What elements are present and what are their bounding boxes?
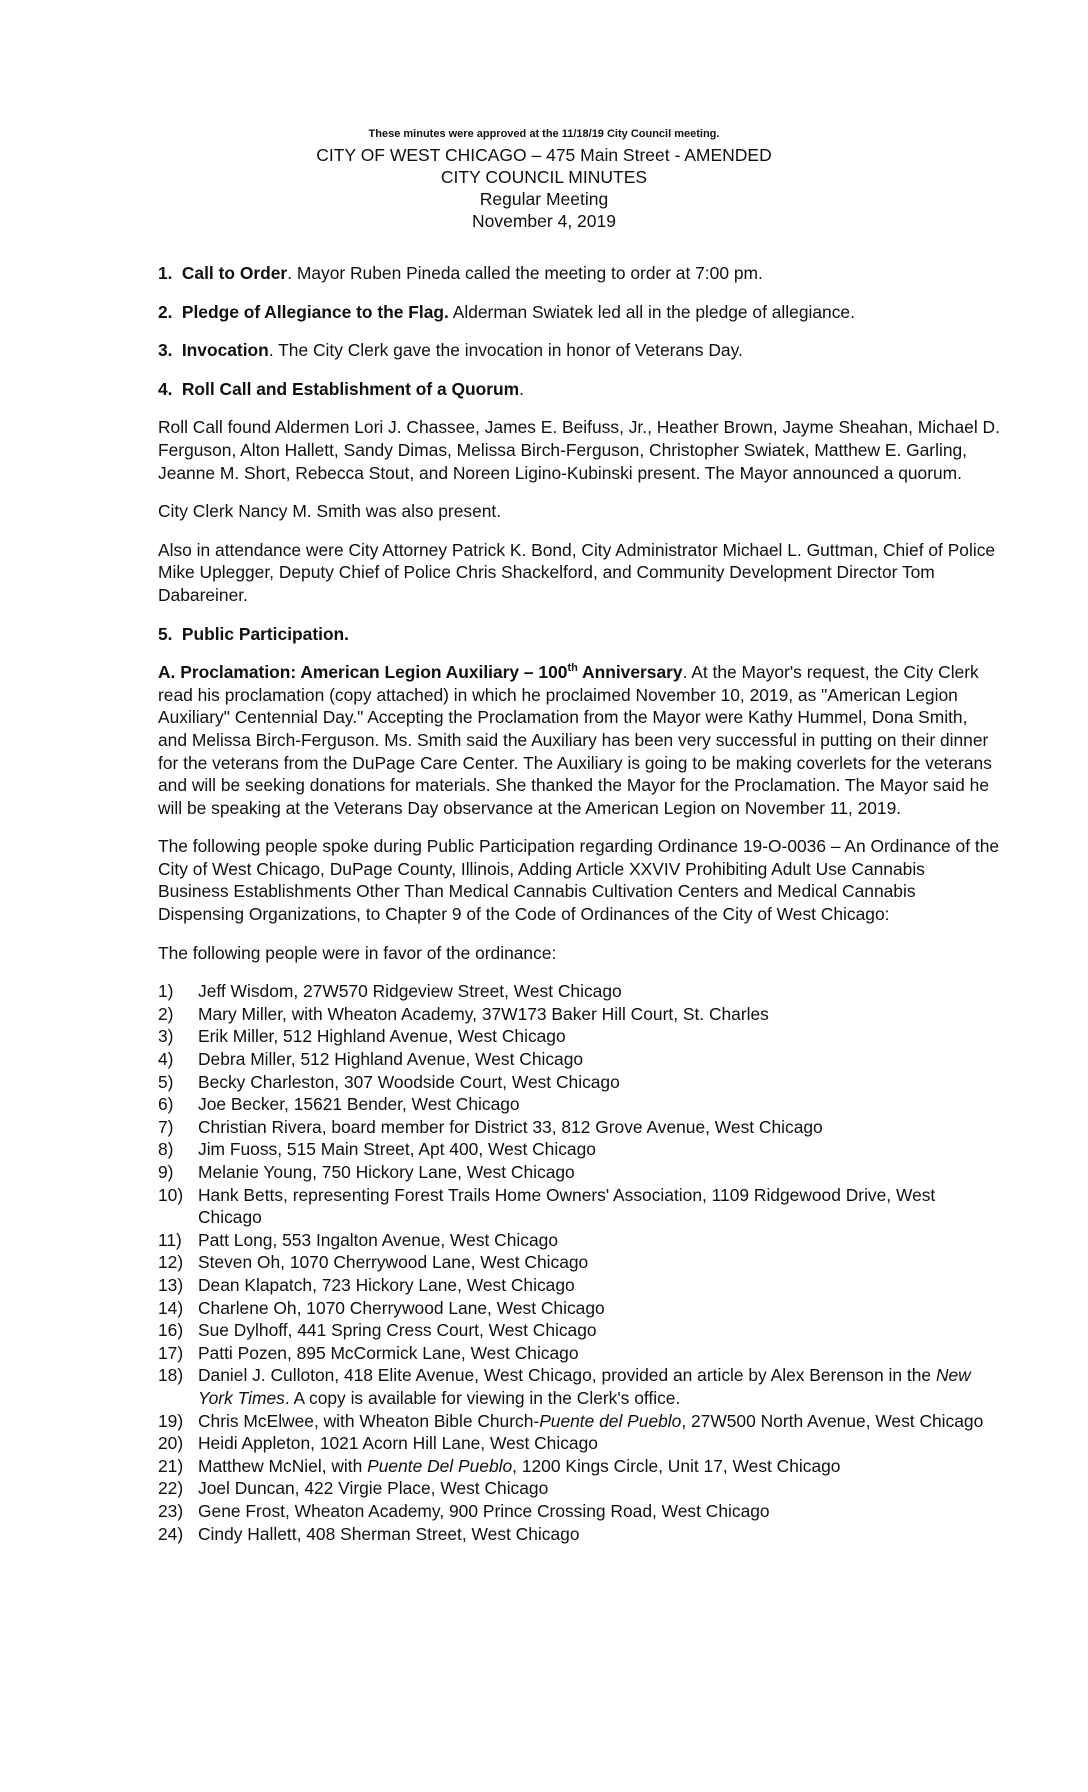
speaker-number: 21)	[158, 1455, 184, 1476]
speaker-list-item	[158, 1319, 1000, 1342]
speaker-list-item	[158, 1455, 1000, 1478]
speaker-text: Daniel J. Culloton, 418 Elite Avenue, West Chicago, provided an article by Alex Berenson in the New York Times. A copy is available for viewing in the Clerk's office.	[198, 1365, 971, 1408]
speaker-number: 1)	[158, 981, 174, 1002]
item-public-participation	[158, 623, 1000, 646]
speaker-text: Erik Miller, 512 Highland Avenue, West Chicago	[198, 1026, 566, 1047]
item-heading: Invocation	[181, 340, 269, 361]
speaker-list-item	[158, 1048, 1000, 1071]
speaker-text: Chris McElwee, with Wheaton Bible Church-Puente del Pueblo, 27W500 North Avenue, West Chicago	[198, 1410, 984, 1431]
speaker-text: Charlene Oh, 1070 Cherrywood Lane, West Chicago	[198, 1297, 605, 1318]
speaker-number: 3)	[158, 1026, 174, 1047]
speaker-number: 7)	[158, 1116, 174, 1137]
speaker-text: Matthew McNiel, with Puente Del Pueblo, 1200 Kings Circle, Unit 17, West Chicago	[198, 1455, 841, 1476]
speaker-list-item	[158, 980, 1000, 1003]
approval-note: These minutes were approved at the 11/18/19 City Council meeting.	[368, 128, 720, 140]
speaker-number: 17)	[158, 1342, 184, 1363]
speaker-text: Gene Frost, Wheaton Academy, 900 Prince Crossing Road, West Chicago	[198, 1500, 770, 1521]
item-number: 1.	[158, 263, 173, 283]
speaker-list-item	[158, 1364, 1000, 1409]
proclamation-heading-end: Anniversary	[577, 662, 683, 683]
italic-title: Puente Del Pueblo	[367, 1455, 513, 1476]
speaker-number: 4)	[158, 1049, 174, 1070]
speaker-number: 14)	[158, 1297, 184, 1318]
speaker-text: Dean Klapatch, 723 Hickory Lane, West Chicago	[198, 1274, 575, 1295]
ordinance-intro-paragraph: The following people spoke during Public Participation regarding Ordinance 19-O-0036 – An Ordinance of the City of West Chicago, DuPage County, Illinois, Adding Article XXVIV Prohibiting Adult Use Cannabis Business Establishments Other Than Medical Cannabis Cultivation Centers and Medical Cannabis Dispensing Organizations, to Chapter 9 of the Code of Ordinances of the City of West Chicago:	[158, 836, 1000, 925]
speaker-list-item	[158, 1410, 1000, 1433]
speaker-text: Joel Duncan, 422 Virgie Place, West Chicago	[198, 1478, 549, 1499]
item-heading: Pledge of Allegiance to the Flag.	[181, 301, 449, 322]
item-number: 4.	[158, 378, 173, 399]
speaker-text: Becky Charleston, 307 Woodside Court, West Chicago	[198, 1071, 620, 1092]
header-meeting-type: Regular Meeting	[479, 189, 609, 209]
proclamation-heading: A. Proclamation: American Legion Auxiliary – 100	[158, 662, 568, 683]
item-call-to-order	[158, 262, 1000, 285]
speaker-number: 8)	[158, 1139, 174, 1160]
attendance-paragraph: Also in attendance were City Attorney Patrick K. Bond, City Administrator Michael L. Guttman, Chief of Police Mike Uplegger, Deputy Chief of Police Chris Shackelford, and Community Development Director Tom Dabareiner.	[158, 539, 996, 605]
proclamation-paragraph	[158, 661, 1000, 819]
item-number: 3.	[158, 340, 173, 361]
speaker-text: Mary Miller, with Wheaton Academy, 37W173 Baker Hill Court, St. Charles	[198, 1003, 769, 1024]
header-date: November 4, 2019	[472, 211, 616, 231]
speaker-text: Heidi Appleton, 1021 Acorn Hill Lane, West Chicago	[198, 1433, 598, 1454]
speaker-text: Cindy Hallett, 408 Sherman Street, West Chicago	[198, 1523, 580, 1544]
speaker-number: 20)	[158, 1433, 184, 1454]
roll-call-paragraph: Roll Call found Aldermen Lori J. Chassee, James E. Beifuss, Jr., Heather Brown, Jayme Sheahan, Michael D. Ferguson, Alton Hallett, Sandy Dimas, Melissa Birch-Ferguson, Christopher Swiatek, Matthew E. Garling, Jeanne M. Short, Rebecca Stout, and Noreen Ligino-Kubinski present. The Mayor announced a quorum.	[158, 417, 1000, 483]
speaker-list-item	[158, 1229, 1000, 1252]
minutes-header	[0, 127, 1088, 232]
speaker-list-item	[158, 1184, 1000, 1229]
proclamation-text: . At the Mayor's request, the City Clerk read his proclamation (copy attached) in which he proclaimed November 10, 2019, as "American Legion Auxiliary" Centennial Day." Accepting the Proclamation from the Mayor were Kathy Hummel, Dona Smith, and Melissa Birch-Ferguson. Ms. Smith said the Auxiliary has been very successful in putting on their dinner for the veterans from the DuPage Care Center. The Auxiliary is going to be making coverlets for the veterans and will be seeking donations for materials. She thanked the Mayor for the Proclamation. The Mayor said he will be speaking at the Veterans Day observance at the American Legion on November 11, 2019.	[158, 662, 992, 818]
speaker-list-item	[158, 1500, 1000, 1523]
speaker-text: Patti Pozen, 895 McCormick Lane, West Chicago	[198, 1342, 579, 1363]
speaker-text: Steven Oh, 1070 Cherrywood Lane, West Chicago	[198, 1252, 589, 1273]
speaker-number: 24)	[158, 1523, 184, 1544]
item-pledge	[158, 301, 1000, 324]
item-number: 5.	[158, 623, 173, 644]
item-text: . Mayor Ruben Pineda called the meeting to order at 7:00 pm.	[287, 263, 763, 283]
item-text: Alderman Swiatek led all in the pledge of allegiance.	[448, 301, 855, 322]
italic-title: Puente del Pueblo	[539, 1410, 682, 1431]
speaker-number: 13)	[158, 1274, 184, 1295]
speaker-number: 11)	[158, 1229, 182, 1250]
speaker-text: Patt Long, 553 Ingalton Avenue, West Chicago	[198, 1229, 558, 1250]
speaker-list-item	[158, 1093, 1000, 1116]
speaker-number: 12)	[158, 1252, 184, 1273]
speaker-text: Christian Rivera, board member for District 33, 812 Grove Avenue, West Chicago	[198, 1116, 823, 1137]
speaker-number: 2)	[158, 1003, 174, 1024]
item-text: . The City Clerk gave the invocation in honor of Veterans Day.	[268, 340, 743, 361]
item-invocation	[158, 339, 1000, 362]
speaker-list-item	[158, 1432, 1000, 1455]
italic-title: New York Times	[198, 1365, 971, 1408]
favor-intro-paragraph: The following people were in favor of the ordinance:	[158, 942, 557, 963]
speaker-number: 10)	[158, 1184, 184, 1205]
speaker-list-item	[158, 1297, 1000, 1320]
minutes-body	[158, 262, 1000, 1545]
speaker-text: Melanie Young, 750 Hickory Lane, West Chicago	[198, 1162, 575, 1182]
speaker-number: 19)	[158, 1410, 184, 1431]
item-heading: Roll Call and Establishment of a Quorum	[181, 378, 520, 399]
speaker-list-item	[158, 1071, 1000, 1094]
item-heading: Public Participation.	[181, 623, 350, 644]
speaker-text: Debra Miller, 512 Highland Avenue, West Chicago	[198, 1049, 584, 1070]
speaker-number: 6)	[158, 1094, 174, 1115]
speaker-list	[158, 980, 1000, 1545]
item-number: 2.	[158, 301, 173, 322]
item-heading: Call to Order	[181, 263, 288, 283]
speaker-number: 23)	[158, 1500, 184, 1521]
speaker-list-item	[158, 1523, 1000, 1546]
speaker-text: Jeff Wisdom, 27W570 Ridgeview Street, West Chicago	[198, 981, 622, 1002]
speaker-number: 9)	[158, 1162, 174, 1182]
speaker-number: 22)	[158, 1478, 184, 1499]
speaker-list-item	[158, 1274, 1000, 1297]
speaker-list-item	[158, 1116, 1000, 1139]
header-minutes-line: CITY COUNCIL MINUTES	[440, 167, 648, 187]
ordinal-suffix: th	[567, 662, 578, 675]
speaker-list-item	[158, 1138, 1000, 1161]
speaker-text: Joe Becker, 15621 Bender, West Chicago	[198, 1094, 520, 1115]
item-text: .	[519, 378, 524, 399]
speaker-list-item	[158, 1161, 1000, 1184]
item-roll-call	[158, 378, 1000, 401]
speaker-list-item	[158, 1251, 1000, 1274]
speaker-list-item	[158, 1025, 1000, 1048]
speaker-list-item	[158, 1342, 1000, 1365]
speaker-list-item	[158, 1003, 1000, 1026]
header-city-line: CITY OF WEST CHICAGO – 475 Main Street - AMENDED	[316, 145, 772, 165]
speaker-number: 5)	[158, 1071, 174, 1092]
speaker-list-item	[158, 1477, 1000, 1500]
speaker-text: Sue Dylhoff, 441 Spring Cress Court, West Chicago	[198, 1320, 597, 1341]
speaker-text: Jim Fuoss, 515 Main Street, Apt 400, West Chicago	[198, 1139, 596, 1160]
speaker-number: 16)	[158, 1320, 184, 1341]
speaker-text: Hank Betts, representing Forest Trails Home Owners' Association, 1109 Ridgewood Drive, West Chicago	[198, 1184, 936, 1228]
speaker-number: 18)	[158, 1365, 184, 1386]
clerk-present-paragraph: City Clerk Nancy M. Smith was also present.	[158, 501, 502, 522]
